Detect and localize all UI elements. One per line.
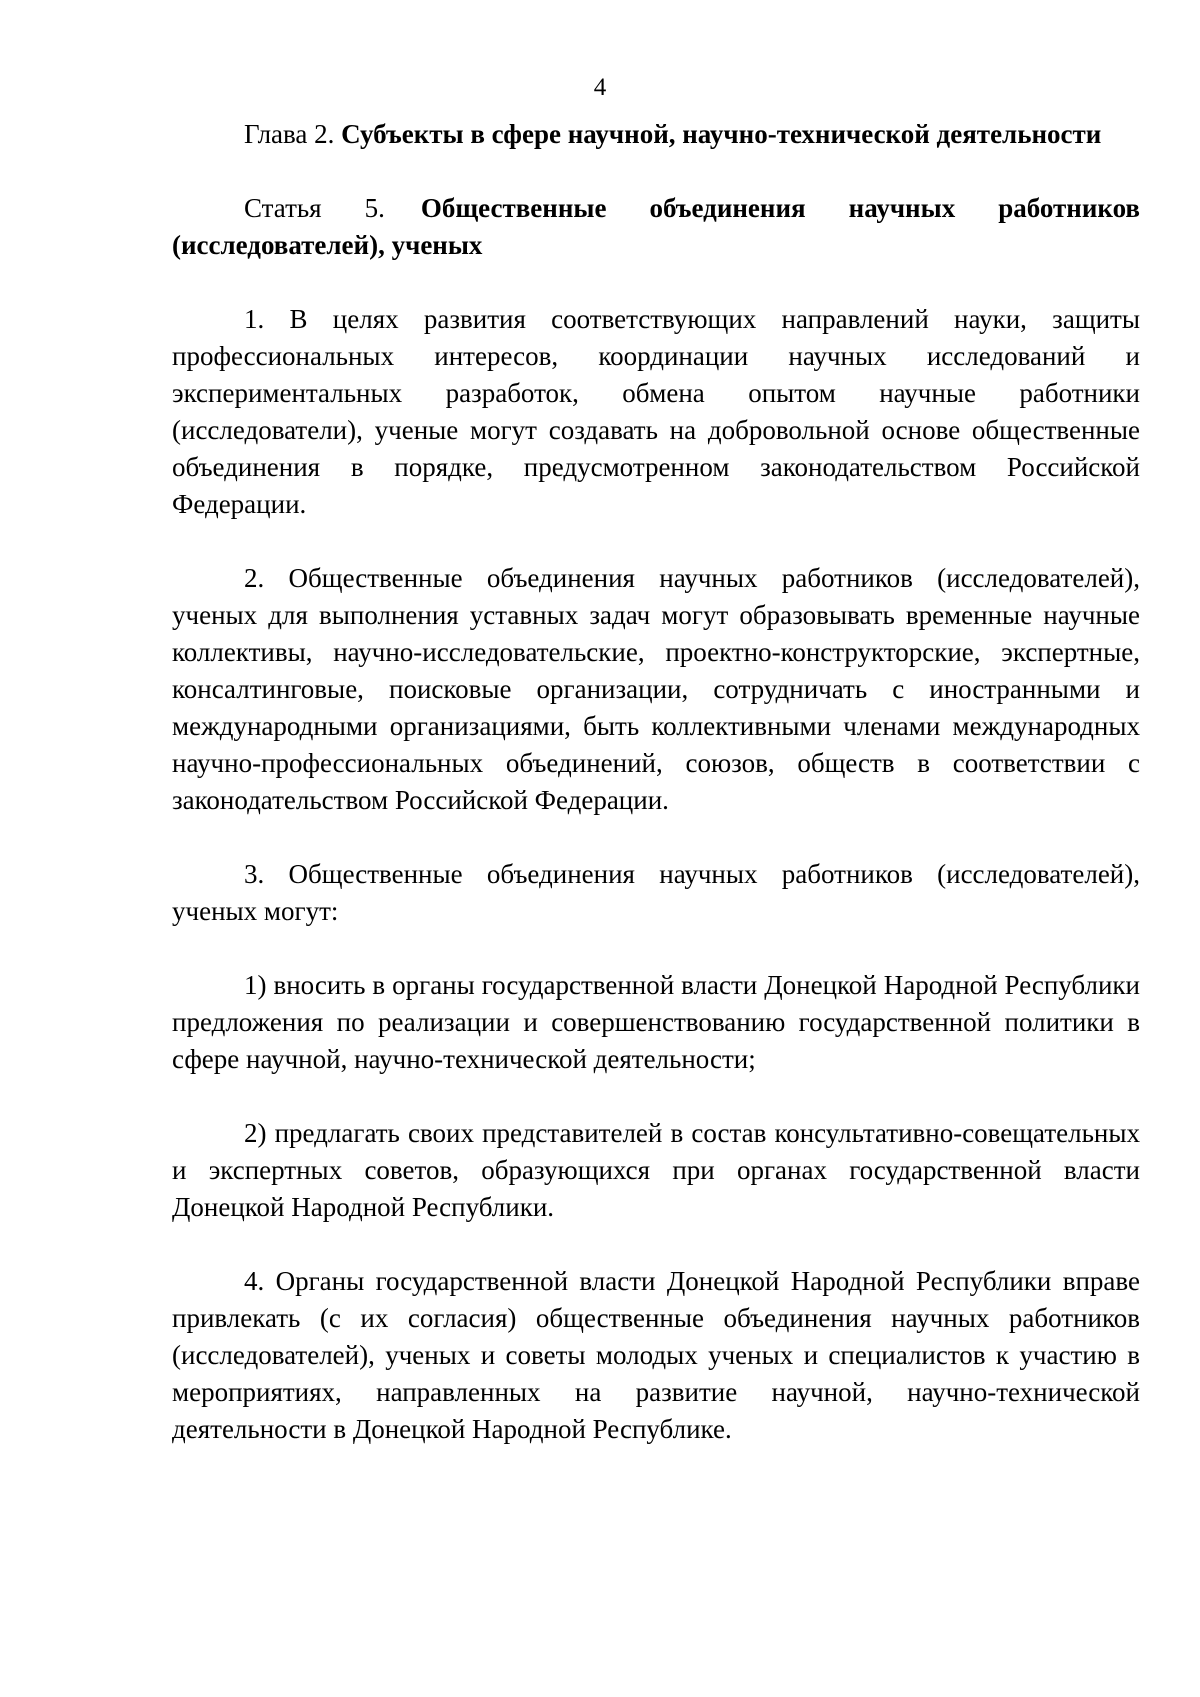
document-body — [172, 116, 1140, 1448]
article-heading — [172, 190, 1140, 264]
paragraph-2: 2. Общественные объединения научных работников (исследователей), ученых для выполнения уставных задач могут образовывать временные научные коллективы, научно-исследовательские, проектно-конструкторские, экспертные, консалтинговые, поисковые организации, сотрудничать с иностранными и международными организациями, быть коллективными членами международных научно-профессиональных объединений, союзов, обществ в соответствии с законодательством Российской Федерации. — [172, 563, 1140, 815]
page-number: 4 — [593, 74, 607, 101]
paragraph-3: 3. Общественные объединения научных работников (исследователей), ученых могут: — [172, 859, 1140, 926]
chapter-title: Субъекты в сфере научной, научно-технической деятельности — [341, 119, 1102, 149]
paragraph-4: 4. Органы государственной власти Донецкой Народной Республики вправе привлекать (с их согласия) общественные объединения научных работников (исследователей), ученых и советы молодых ученых и специалистов к участию в мероприятиях, направленных на развитие научной, научно-технической деятельности в Донецкой Народной Республике. — [172, 1266, 1140, 1444]
chapter-prefix: Глава 2. — [244, 119, 342, 149]
list-item-2: 2) предлагать своих представителей в состав консультативно-совещательных и экспертных советов, образующихся при органах государственной власти Донецкой Народной Республики. — [172, 1118, 1140, 1222]
chapter-heading — [172, 116, 1140, 153]
article-title: Общественные объединения научных работников (исследователей), ученых — [172, 193, 1140, 260]
article-prefix: Статья 5. — [244, 193, 385, 223]
list-item-1: 1) вносить в органы государственной власти Донецкой Народной Республики предложения по реализации и совершенствованию государственной политики в сфере научной, научно-технической деятельности; — [172, 970, 1140, 1074]
paragraph-1: 1. В целях развития соответствующих направлений науки, защиты профессиональных интересов, координации научных исследований и экспериментальных разработок, обмена опытом научные работники (исследователи), ученые могут создавать на добровольной основе общественные объединения в порядке, предусмотренном законодательством Российской Федерации. — [172, 304, 1140, 519]
